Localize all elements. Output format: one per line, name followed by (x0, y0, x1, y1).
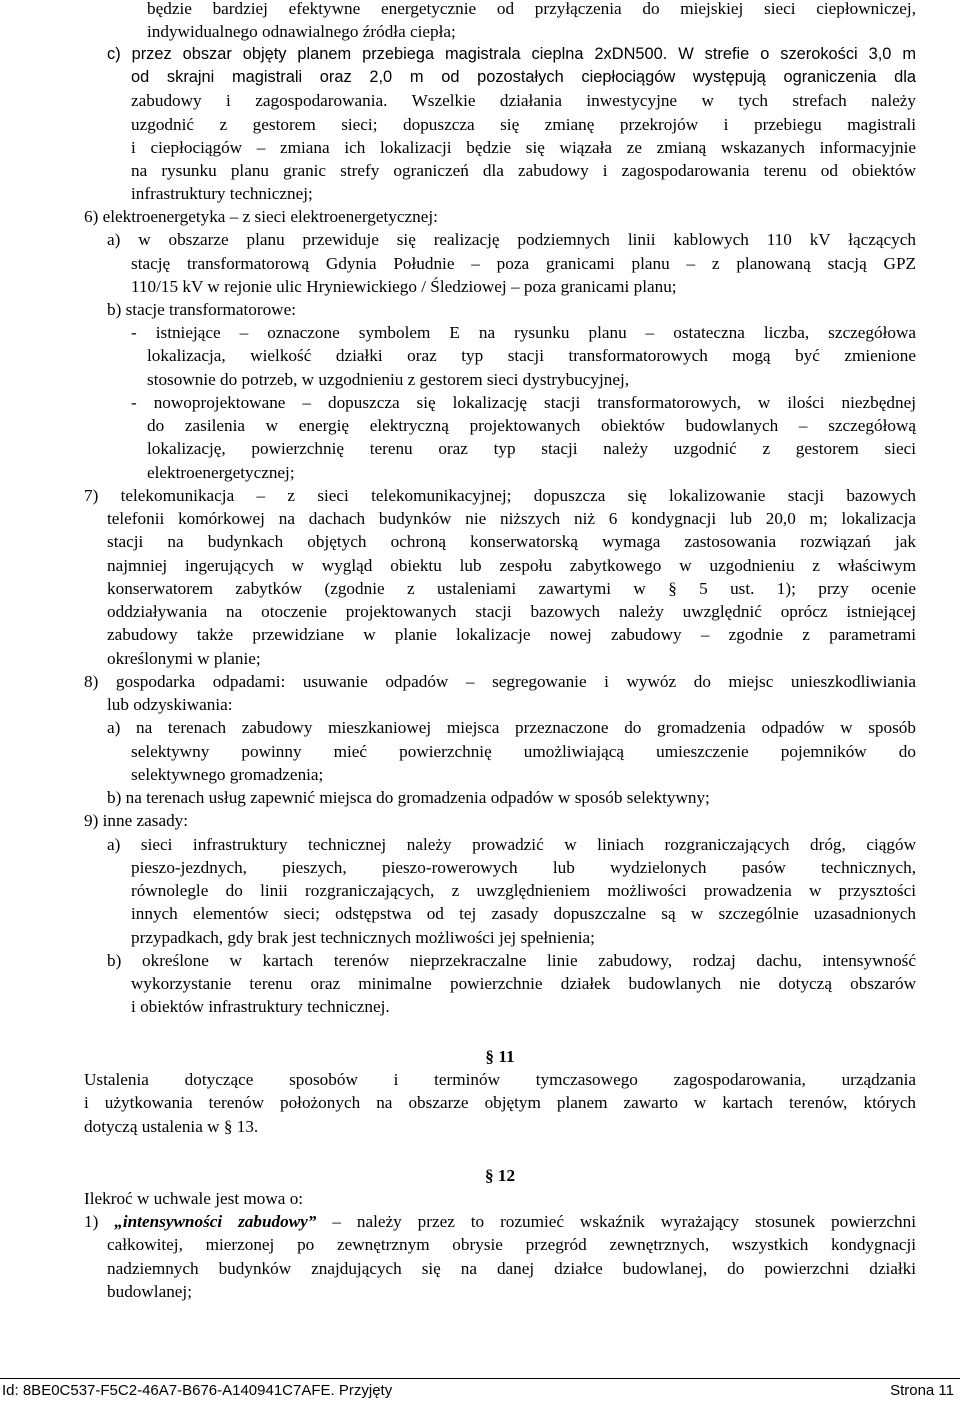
text-line: równolegle do linii rozgraniczających, z uwzględnieniem możliwości prowadzenia w przysztości (131, 881, 916, 900)
footer-divider (0, 1378, 960, 1379)
text-line: lub odzyskiwania: (107, 695, 233, 714)
text-line: do zasilenia w energię elektryczną projektowanych obiektów budowlanych – szczegółową (147, 416, 916, 435)
text-line: będzie bardziej efektywne energetycznie od przyłączenia do miejskiej sieci ciepłowniczej, (147, 0, 916, 18)
text-line: telefonii komórkowej na dachach budynków nie niższych niż 6 kondygnacji lub 20,0 m; lokalizacja (107, 509, 916, 528)
section-11-heading: § 11 (485, 1047, 515, 1066)
text-line: infrastruktury technicznej; (131, 184, 313, 203)
text-line: od skrajni magistrali oraz 2,0 m od pozostałych ciepłociągów występują ograniczenia dla (131, 68, 916, 86)
text-line: Ustalenia dotyczące sposobów i terminów tymczasowego zagospodarowania, urządzania (84, 1070, 916, 1089)
text-line: konserwatorem zabytków (zgodnie z ustaleniami zawartymi w § 5 ust. 1); przy ocenie (107, 579, 916, 598)
text-line: nadziemnych budynków znajdujących się na danej działce budowlanej, do powierzchni działki (107, 1259, 916, 1278)
text-line: lokalizację, powierzchnię terenu oraz typ stacji należy uzgodnić z gestorem sieci (147, 439, 916, 458)
text-line: elektroenergetycznej; (147, 463, 295, 482)
list-item-8: 8) gospodarka odpadami: usuwanie odpadów – segregowanie i wywóz do miejsc unieszkodliwiania (84, 672, 916, 691)
text-line: a) w obszarze planu przewiduje się realizację podziemnych linii kablowych 110 kV łączących (107, 230, 916, 249)
text-line: Ilekroć w uchwale jest mowa o: (84, 1189, 304, 1208)
text-line: budowlanej; (107, 1282, 192, 1301)
text-line: 110/15 kV w rejonie ulic Hryniewickiego / Śledziowej – poza granicami planu; (131, 277, 677, 296)
definition-text: – należy przez to rozumieć wskaźnik wyrażający stosunek powierzchni (316, 1212, 916, 1231)
text-line: indywidualnego odnawialnego źródła ciepła; (147, 22, 456, 41)
text-line: - istniejące – oznaczone symbolem E na rysunku planu – ostateczna liczba, szczegółowa (131, 323, 916, 342)
text-line: - nowoprojektowane – dopuszcza się lokalizację stacji transformatorowych, w ilości niezbędnej (131, 393, 916, 412)
text-line: b) na terenach usług zapewnić miejsca do gromadzenia odpadów w sposób selektywny; (107, 788, 710, 807)
text-line: c) przez obszar objęty planem przebiega magistrala cieplna 2xDN500. W strefie o szerokości 3,0 m (107, 45, 916, 63)
text-line: na rysunku planu granic strefy ograniczeń dla zabudowy i zagospodarowania terenu od obiektów (131, 161, 916, 180)
text-line: określonymi w planie; (107, 649, 261, 668)
text-line: lokalizacja, wielkość działki oraz typ stacji transformatorowych mogą być zmienione (147, 346, 916, 365)
text-line: zabudowy także przewidziane w planie lokalizacje nowej zabudowy – zgodnie z parametrami (107, 625, 916, 644)
section-12-heading: § 12 (484, 1166, 516, 1185)
text-line: oddziaływania na otoczenie projektowanych stacji bazowych należy uwzględnić oprócz istniejącej (107, 602, 916, 621)
item-number: 1) (84, 1212, 115, 1231)
list-item-9: 9) inne zasady: (84, 811, 189, 830)
list-item-7: 7) telekomunikacja – z sieci telekomunikacyjnej; dopuszcza się lokalizowanie stacji bazowych (84, 486, 916, 505)
text-line: a) sieci infrastruktury technicznej należy prowadzić w liniach rozgraniczających dróg, ciągów (107, 835, 916, 854)
text-line: zabudowy i zagospodarowania. Wszelkie działania inwestycyjne w tych strefach należy (131, 91, 916, 110)
text-line: dotyczą ustalenia w § 13. (84, 1117, 259, 1136)
text-line: b) określone w kartach terenów nieprzekraczalne linie zabudowy, rodzaj dachu, intensywność (107, 951, 916, 970)
text-line: selektywny powinny mieć powierzchnię umożliwiającą umieszczenie pojemników do (131, 742, 916, 761)
text-line: selektywnego gromadzenia; (131, 765, 324, 784)
list-item-6: 6) elektroenergetyka – z sieci elektroenergetycznej: (84, 207, 438, 226)
text-line: i ciepłociągów – zmiana ich lokalizacji będzie się wiązała ze zmianą wskazanych informacyjnie (131, 138, 916, 157)
text-line: całkowitej, mierzonej po zewnętrznym obrysie przegród zewnętrznych, wszystkich kondygnacji (107, 1235, 916, 1254)
text-line: wykorzystanie terenu oraz minimalne powierzchnie działek budowlanych nie dotyczą obszarów (131, 974, 916, 993)
footer-document-id: Id: 8BE0C537-F5C2-46A7-B676-A140941C7AFE. Przyjęty (2, 1382, 393, 1399)
text-line: a) na terenach zabudowy mieszkaniowej miejsca przeznaczone do gromadzenia odpadów w sposób (107, 718, 916, 737)
text-line: i użytkowania terenów położonych na obszarze objętym planem zawarto w kartach terenów, których (84, 1093, 916, 1112)
text-line: przypadkach, gdy brak jest technicznych możliwości jej spełnienia; (131, 928, 595, 947)
text-line: stację transformatorową Gdynia Południe – poza granicami planu – z planowaną stacją GPZ (131, 254, 916, 273)
text-line: b) stacje transformatorowe: (107, 300, 296, 319)
definition-item-1 (84, 1210, 916, 1233)
text-line: stacji na budynkach objętych ochroną konserwatorską wymaga zastosowania rozwiązań jak (107, 532, 916, 551)
text-line: i obiektów infrastruktury technicznej. (131, 997, 390, 1016)
text-line: innych elementów sieci; odstępstwa od tej zasady dopuszczalne są w szczególnie uzasadnionych (131, 904, 916, 923)
footer-page-number: Strona 11 (890, 1382, 954, 1399)
text-line: najmniej ingerujących w wygląd obiektu lub zespołu zabytkowego w uzgodnieniu z właściwym (107, 556, 916, 575)
text-line: pieszo-jezdnych, pieszych, pieszo-rowerowych lub wydzielonych pasów technicznych, (131, 858, 916, 877)
text-line: uzgodnić z gestorem sieci; dopuszcza się zmianę przekrojów i przebiegu magistrali (131, 115, 916, 134)
defined-term: „intensywności zabudowy” (114, 1212, 317, 1231)
text-line: stosownie do potrzeb, w uzgodnieniu z gestorem sieci dystrybucyjnej, (147, 370, 630, 389)
